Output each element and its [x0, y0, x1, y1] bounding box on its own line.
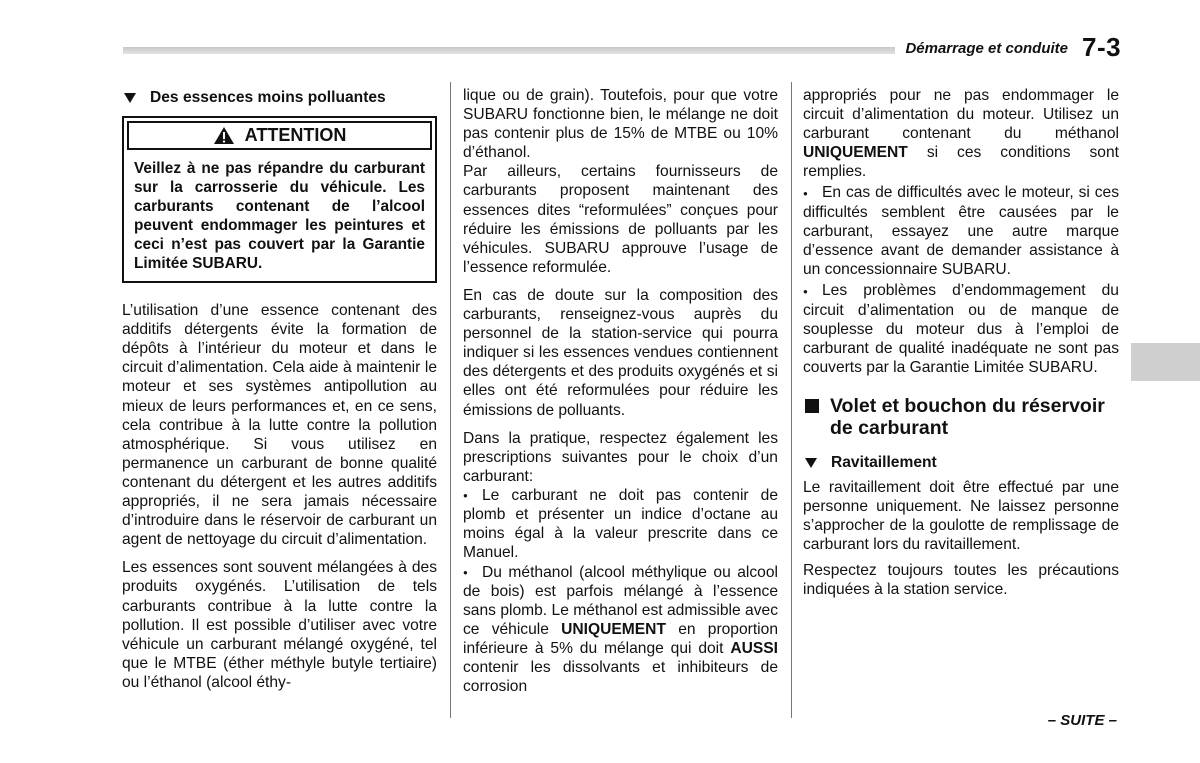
section-heading-text: Volet et bouchon du réservoir de carburant: [830, 395, 1105, 440]
page-section-title: Démarrage et conduite: [905, 40, 1068, 57]
list-item: ● En cas de difficultés avec le moteur, si ces difficultés semblent être causées par le carburant, essayez une autre marque d’essence avant de demander assistance à un concessionnaire SUBARU.: [803, 184, 1119, 279]
page-number: 7-3: [1082, 32, 1122, 62]
section-heading: [803, 395, 1119, 439]
bullet-icon: ●: [463, 567, 468, 577]
column-1: [122, 86, 437, 692]
paragraph: Par ailleurs, certains fournisseurs de carburants proposent maintenant des essences dites “reformulées” conçues pour réduire les émissions de polluants par les véhicules. SUBARU approuve l’usage de l’essence reformulée.: [463, 163, 778, 276]
paragraph: Les essences sont souvent mélangées à des produits oxygénés. L’utilisation de tels carburants contribue à la lutte contre la pollution. Il est possible d’utiliser avec votre véhicule un carburant mélangé oxygéné, tel que le MTBE (éther méthyle butyle tertiaire) ou l’éthanol (alcool éthy-: [122, 559, 437, 691]
column-divider: [791, 82, 792, 718]
attention-title: [127, 121, 432, 150]
triangle-bullet-icon: [805, 458, 817, 468]
paragraph: Respectez toujours toutes les précautions indiquées à la station service.: [803, 561, 1119, 598]
chapter-tab: [1131, 343, 1200, 381]
paragraph: lique ou de grain). Toutefois, pour que votre SUBARU fonctionne bien, le mélange ne doit pas contenir plus de 15% de MTBE ou 10% d’éthanol.: [463, 87, 778, 162]
list-item: ● Les problèmes d’endommagement du circuit d’alimentation ou de manque de souplesse du moteur dus à l’emploi de carburant de qualité inadéquate ne sont pas couverts par la Garantie Limitée SUBARU.: [803, 282, 1119, 376]
bullet-icon: ●: [803, 286, 808, 296]
list-item: ● Du méthanol (alcool méthylique ou alcool de bois) est parfois mélangé à l’essence sans plomb. Le méthanol est admissible avec ce véhicule UNIQUEMENT en proportion inférieure à 5% du mélange qui doit AUSSI contenir les dissolvants et inhibiteurs de corrosion: [463, 563, 778, 696]
attention-label: ATTENTION: [244, 125, 347, 146]
sub-heading: [122, 88, 437, 107]
paragraph: L’utilisation d’une essence contenant des additifs détergents évite la formation de dépôts à l’intérieur du moteur et dans le circuit d’alimentation. Cela aide à maintenir le moteur et ses systèmes antipollution au mieux de leurs performances et, en ce sens, cela contribue à la lutte contre la pollution atmosphérique. Si vous utilisez en permanence un carburant de bonne qualité contenant du détergent et les autres additifs appropriés, il ne sera jamais nécessaire d’introduire dans le réservoir de carburant un agent de nettoyage du circuit d’alimentation.: [122, 302, 437, 549]
column-2: [463, 86, 778, 697]
paragraph: Le ravitaillement doit être effectué par une personne uniquement. Ne laissez personne s’approcher de la goulotte de remplissage de carburant lors du ravitaillement.: [803, 479, 1119, 554]
sub-heading-text: Des essences moins polluantes: [150, 89, 386, 106]
list-item: ● Le carburant ne doit pas contenir de plomb et présenter un indice d’octane au moins égal à la valeur prescrite dans ce Manuel.: [463, 486, 778, 562]
bullet-icon: ●: [803, 188, 808, 198]
column-3: [803, 86, 1119, 608]
continued-label: – SUITE –: [1047, 712, 1117, 729]
paragraph: appropriés pour ne pas endommager le circuit d’alimentation du moteur. Utilisez un carburant contenant du méthanol UNIQUEMENT si ces conditions sont remplies.: [803, 87, 1119, 181]
square-bullet-icon: [805, 399, 819, 413]
paragraph: En cas de doute sur la composition des carburants, renseignez-vous auprès du personnel de la station-service qui pourra indiquer si les essences vendues contiennent des détergents et des produits oxygénés et si elles ont été reformulées pour réduire les émissions de polluants.: [463, 286, 778, 419]
triangle-bullet-icon: [124, 93, 136, 103]
bullet-icon: ●: [463, 491, 468, 501]
sub-heading: [803, 453, 1119, 472]
attention-text: Veillez à ne pas répandre du carburant sur la carrosserie du véhicule. Les carburants contenant de l’alcool peuvent endommager les peintures et ceci n’est pas couvert par la Garantie Limitée SUBARU.: [134, 160, 425, 273]
warning-triangle-icon: [213, 126, 235, 145]
paragraph: Dans la pratique, respectez également les prescriptions suivantes pour le choix d’un carburant:: [463, 429, 778, 485]
attention-box: [122, 116, 437, 283]
header-rule: [123, 47, 895, 54]
sub-heading-text: Ravitaillement: [831, 454, 937, 472]
column-divider: [450, 82, 451, 718]
